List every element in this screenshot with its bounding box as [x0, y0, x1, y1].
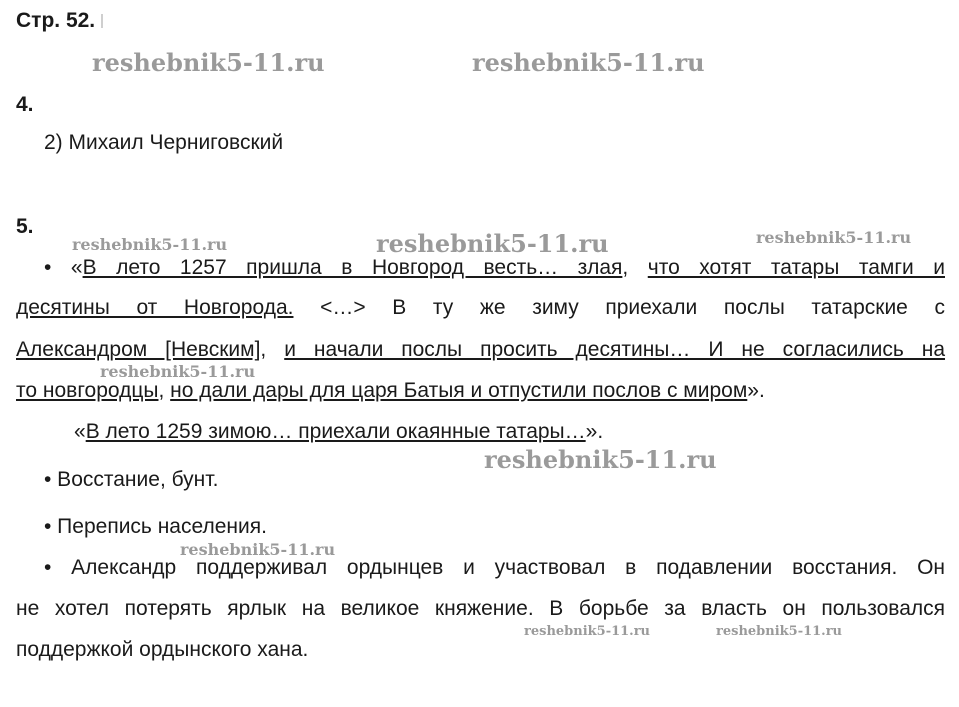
scan-artifact — [101, 14, 103, 28]
watermark: reshebnik5-11.ru — [756, 228, 912, 247]
bullet-census: • Перепись населения. — [44, 515, 267, 538]
page-number-label: Стр. 52. — [16, 9, 96, 32]
watermark: reshebnik5-11.ru — [524, 624, 651, 639]
bullet-alexander-line1: • Александр поддерживал ордынцев и участвовал в подавлении восстания. Он — [44, 556, 945, 579]
watermark: reshebnik5-11.ru — [100, 362, 256, 381]
page-header — [16, 9, 103, 33]
answer-4: 2) Михаил Черниговский — [44, 131, 284, 154]
quote2-line: «В лето 1259 зимою… приехали окаянные татары…». — [74, 420, 604, 443]
watermark: reshebnik5-11.ru — [484, 445, 717, 474]
quote1-line3: Александром [Невским], и начали послы просить десятины… И не согласились на — [16, 338, 946, 361]
watermark: reshebnik5-11.ru — [472, 48, 705, 77]
bullet-alexander-line3: поддержкой ордынского хана. — [16, 638, 309, 661]
question-number-5: 5. — [16, 215, 34, 238]
watermark: reshebnik5-11.ru — [716, 624, 843, 639]
watermark: reshebnik5-11.ru — [72, 235, 228, 254]
quote1-line1: • «В лето 1257 пришла в Новгород весть… злая, что хотят татары тамги и — [44, 256, 945, 279]
question-number-4: 4. — [16, 93, 34, 116]
bullet-uprising: • Восстание, бунт. — [44, 468, 219, 491]
watermark: reshebnik5-11.ru — [376, 229, 609, 258]
quote1-line2: десятины от Новгорода. <…> В ту же зиму приехали послы татарские с — [16, 296, 945, 319]
watermark: reshebnik5-11.ru — [92, 48, 325, 77]
watermark: reshebnik5-11.ru — [180, 540, 336, 559]
bullet-alexander-line2: не хотел потерять ярлык на великое княжение. В борьбе за власть он пользовался — [16, 597, 945, 620]
quote1-line4: то новгородцы, но дали дары для царя Батыя и отпустили послов с миром». — [16, 379, 765, 402]
